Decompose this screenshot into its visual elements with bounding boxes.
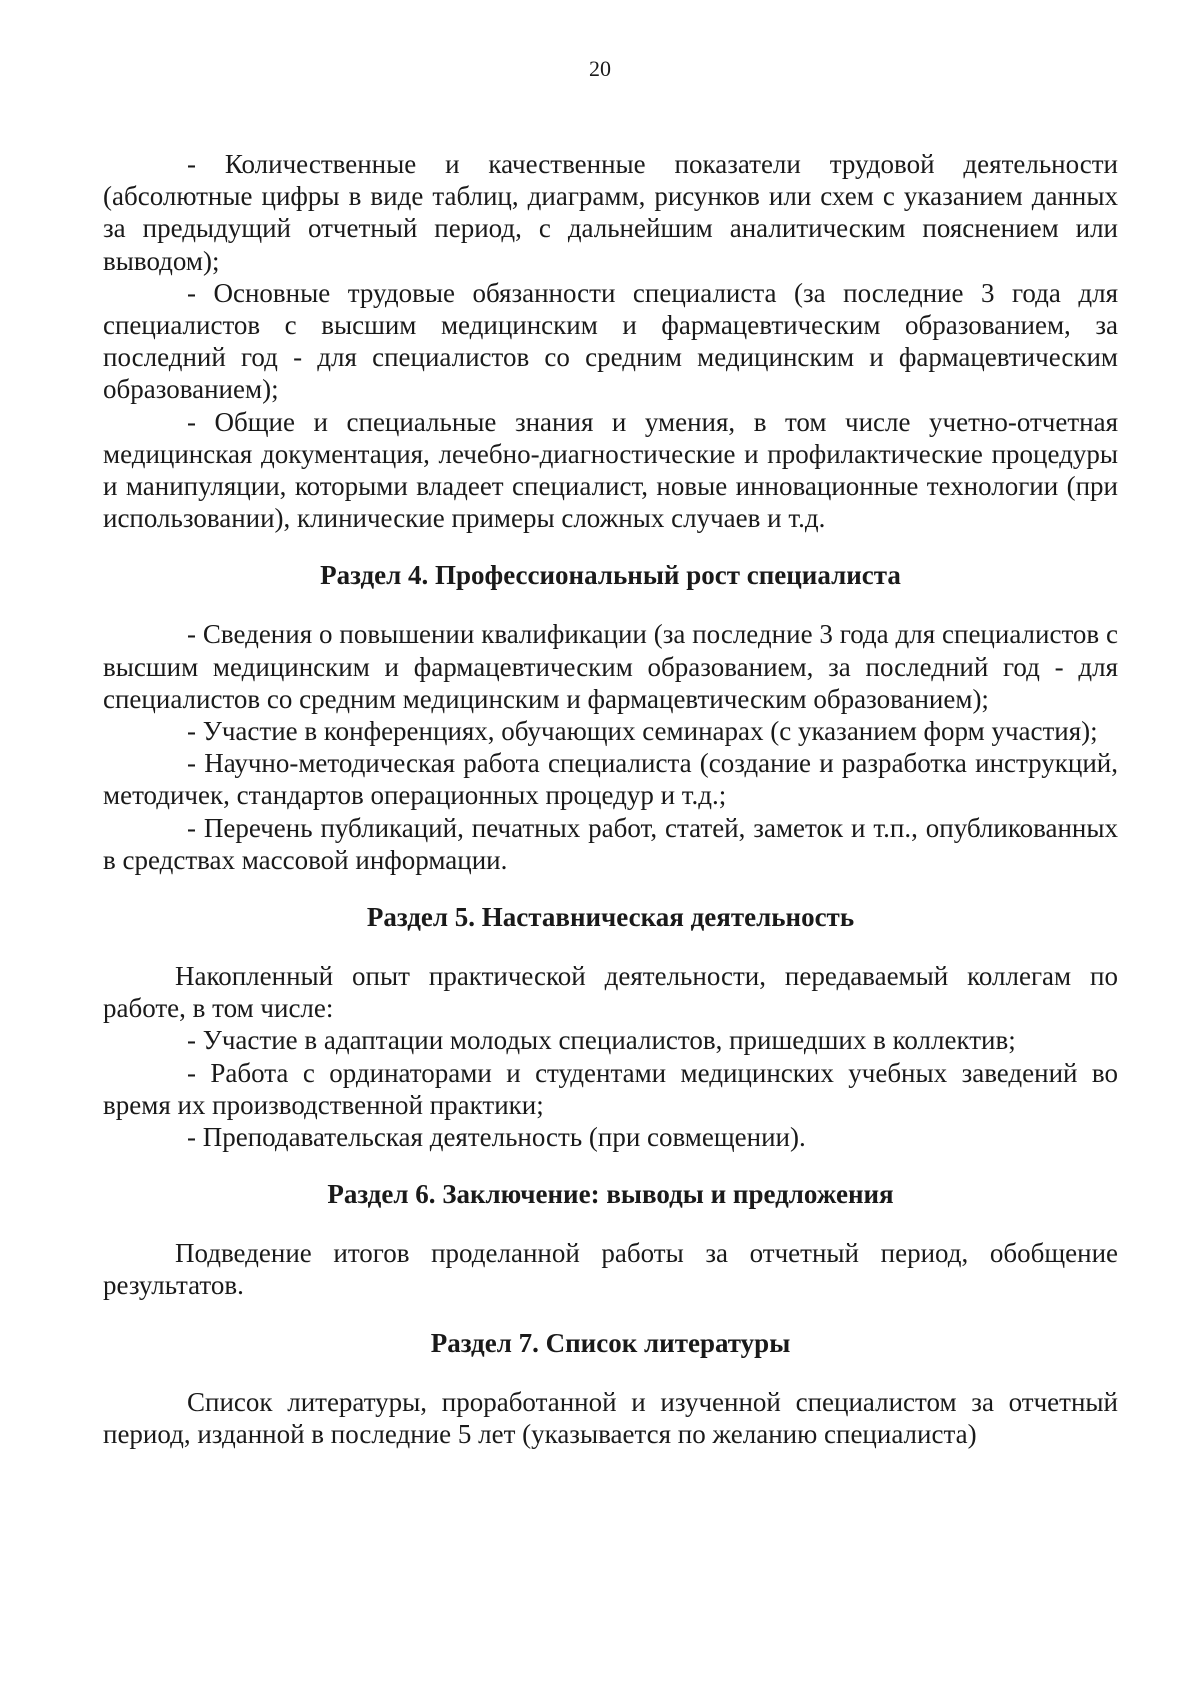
page-content xyxy=(103,148,1118,1450)
section-5-item-2: - Работа с ординаторами и студентами медицинских учебных заведений во время их производственной практики; xyxy=(103,1057,1118,1120)
intro-item-1: - Количественные и качественные показатели трудовой деятельности (абсолютные цифры в виде таблиц, диаграмм, рисунков или схем с указанием данных за предыдущий отчетный период, с дальнейшим аналитическим пояснением или выводом); xyxy=(103,149,1118,276)
section-7-title: Раздел 7. Список литературы xyxy=(430,1327,791,1358)
section-7-text: Список литературы, проработанной и изученной специалистом за отчетный период, изданной в последние 5 лет (указывается по желанию специалиста) xyxy=(103,1386,1118,1449)
section-6-text: Подведение итогов проделанной работы за отчетный период, обобщение результатов. xyxy=(103,1238,1118,1301)
section-4-item-4: - Перечень публикаций, печатных работ, статей, заметок и т.п., опубликованных в средствах массовой информации. xyxy=(103,812,1118,875)
section-4-item-2: - Участие в конференциях, обучающих семинарах (с указанием форм участия); xyxy=(187,716,1098,747)
intro-item-3: - Общие и специальные знания и умения, в том числе учетно-отчетная медицинская документация, лечебно-диагностические и профилактические процедуры и манипуляции, которыми владеет специалист, новые инновационные технологии (при использовании), клинические примеры сложных случаев и т.д. xyxy=(103,406,1118,534)
section-4-item-3: - Научно-методическая работа специалиста (создание и разработка инструкций, методичек, стандартов операционных процедур и т.д.; xyxy=(103,748,1118,811)
section-5-intro: Накопленный опыт практической деятельности, передаваемый коллегам по работе, в том числе: xyxy=(103,961,1118,1024)
page-number: 20 xyxy=(589,56,611,81)
section-4-title: Раздел 4. Профессиональный рост специалиста xyxy=(320,560,901,591)
section-6-title: Раздел 6. Заключение: выводы и предложения xyxy=(327,1179,894,1210)
section-5-title: Раздел 5. Наставническая деятельность xyxy=(366,902,855,933)
section-5-item-1: - Участие в адаптации молодых специалистов, пришедших в коллектив; xyxy=(187,1025,1016,1056)
section-4-item-1: - Сведения о повышении квалификации (за последние 3 года для специалистов с высшим медицинским и фармацевтическим образованием, за последний год - для специалистов со средним медицинским и фармацевтическим образованием); xyxy=(103,619,1118,714)
intro-item-2: - Основные трудовые обязанности специалиста (за последние 3 года для специалистов с высшим медицинским и фармацевтическим образованием, за последний год - для специалистов со средним медицинским и фармацевтическим образованием); xyxy=(103,277,1118,405)
section-5-item-3: - Преподавательская деятельность (при совмещении). xyxy=(187,1122,806,1153)
